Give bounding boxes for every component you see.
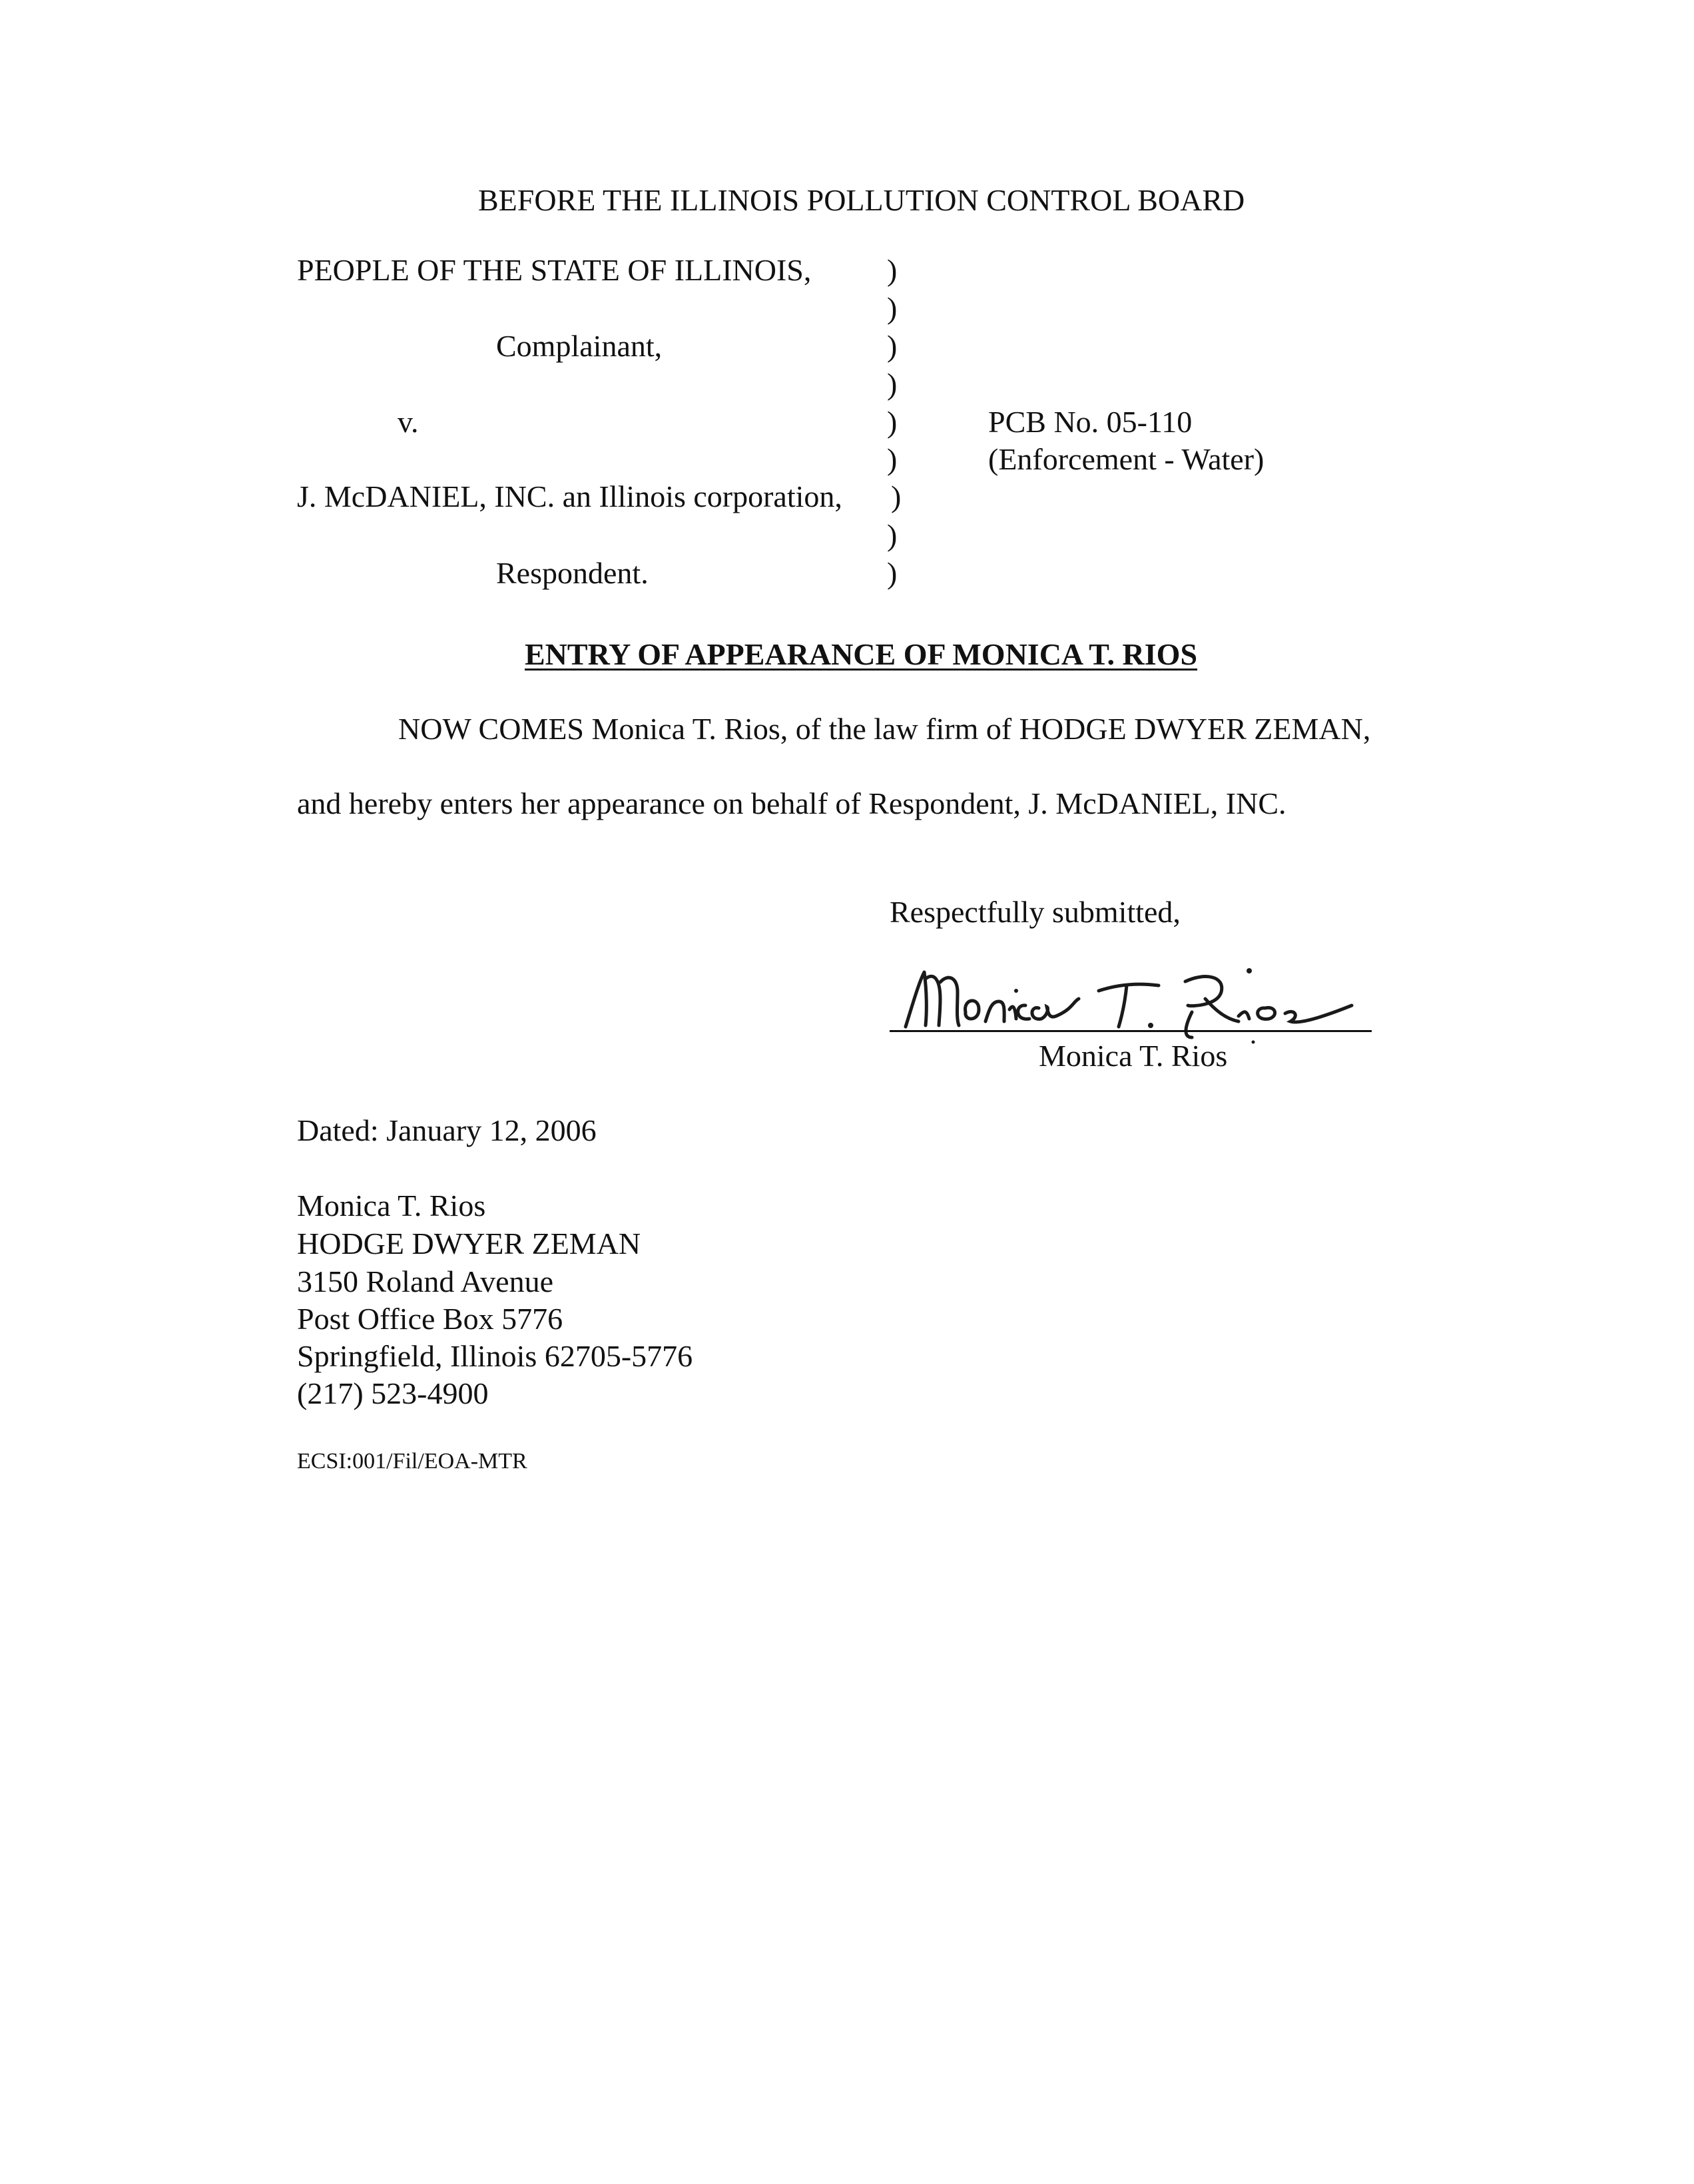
- case-type: (Enforcement - Water): [988, 442, 1265, 476]
- caption-paren: ): [887, 329, 898, 363]
- file-reference: ECSI:001/Fil/EOA-MTR: [297, 1449, 527, 1474]
- case-number: PCB No. 05-110: [988, 405, 1193, 439]
- address-city: Springfield, Illinois 62705-5776: [297, 1339, 693, 1373]
- address-firm: HODGE DWYER ZEMAN: [297, 1227, 641, 1260]
- printed-name: Monica T. Rios: [1039, 1039, 1228, 1073]
- defendant-name: J. McDANIEL, INC. an Illinois corporation,: [297, 479, 842, 513]
- address-street: 3150 Roland Avenue: [297, 1264, 553, 1298]
- signature-line: [890, 1030, 1372, 1032]
- defendant-role: Respondent.: [496, 556, 649, 590]
- board-heading: BEFORE THE ILLINOIS POLLUTION CONTROL BOARD: [478, 183, 1245, 217]
- caption-paren: ): [887, 405, 898, 439]
- body-line-2: and hereby enters her appearance on behalf of Respondent, J. McDANIEL, INC.: [297, 786, 1286, 820]
- document-title: ENTRY OF APPEARANCE OF MONICA T. RIOS: [525, 637, 1198, 671]
- body-line-1: NOW COMES Monica T. Rios, of the law firm of HODGE DWYER ZEMAN,: [398, 712, 1371, 746]
- address-phone: (217) 523-4900: [297, 1376, 489, 1410]
- caption-paren: ): [887, 253, 898, 287]
- date-line: Dated: January 12, 2006: [297, 1113, 597, 1147]
- plaintiff-name: PEOPLE OF THE STATE OF ILLINOIS,: [297, 253, 812, 287]
- closing: Respectfully submitted,: [890, 895, 1181, 929]
- caption-paren: ): [887, 556, 898, 590]
- caption-paren: ): [887, 442, 898, 476]
- versus-label: v.: [398, 405, 419, 439]
- address-name: Monica T. Rios: [297, 1189, 486, 1223]
- caption-paren: ): [891, 479, 902, 513]
- caption-paren: ): [887, 367, 898, 401]
- caption-paren: ): [887, 291, 898, 325]
- plaintiff-role: Complainant,: [496, 329, 663, 363]
- address-po-box: Post Office Box 5776: [297, 1302, 563, 1336]
- caption-paren: ): [887, 518, 898, 552]
